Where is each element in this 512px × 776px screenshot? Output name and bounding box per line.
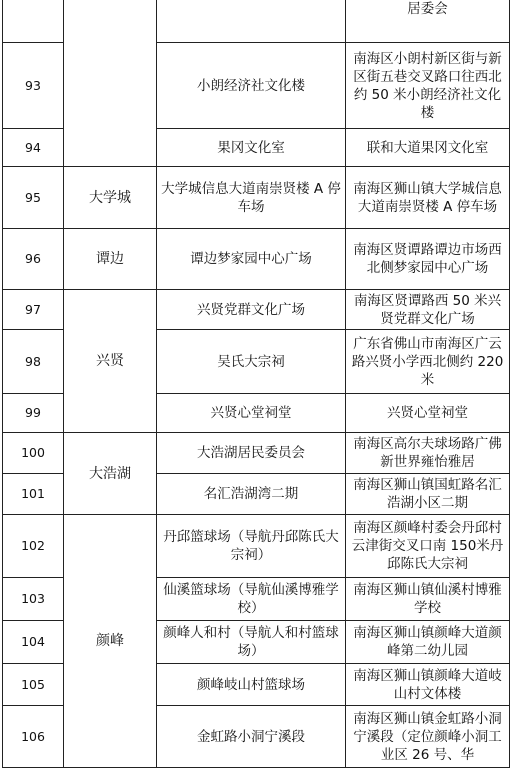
venue-address: 兴贤心堂祠堂 (346, 394, 510, 433)
row-number: 97 (3, 290, 64, 330)
table-row (3, 515, 510, 578)
row-number: 100 (3, 433, 64, 474)
area-cell: 颜峰 (64, 515, 157, 768)
venue-address: 南海区狮山镇大学城信息大道南崇贤楼 A 停车场 (346, 167, 510, 229)
area-cell: 大浩湖 (64, 433, 157, 515)
table-row (3, 229, 510, 290)
venue-name: 大浩湖居民委员会 (157, 433, 346, 474)
venue-name: 吴氏大宗祠 (157, 330, 346, 394)
row-number: 105 (3, 664, 64, 706)
venue-name: 颜峰人和村（导航人和村篮球场） (157, 621, 346, 664)
venue-name: 颜峰岐山村篮球场 (157, 664, 346, 706)
table-row (3, 0, 510, 43)
row-number: 94 (3, 129, 64, 167)
venue-name: 小朗经济社文化楼 (157, 43, 346, 129)
venue-address: 联和大道果冈文化室 (346, 129, 510, 167)
area-cell: 兴贤 (64, 290, 157, 433)
row-number: 99 (3, 394, 64, 433)
table-row (3, 290, 510, 330)
venue-name: 果冈文化室 (157, 129, 346, 167)
area-cell: 谭边 (64, 229, 157, 290)
venue-address: 南海区贤谭路西 50 米兴贤党群文化广场 (346, 290, 510, 330)
venue-address: 南海区狮山镇颜峰大道岐山村文体楼 (346, 664, 510, 706)
venue-name: 兴贤党群文化广场 (157, 290, 346, 330)
row-number: 95 (3, 167, 64, 229)
venue-name: 金虹路小洞宁溪段 (157, 706, 346, 768)
venue-name (157, 0, 346, 43)
venue-table (2, 0, 510, 768)
row-number: 103 (3, 578, 64, 621)
venue-address: 南海区颜峰村委会丹邱村云津街交叉口南 150米丹邱陈氏大宗祠 (346, 515, 510, 578)
row-number: 98 (3, 330, 64, 394)
venue-address: 南海区狮山镇仙溪村博雅学校 (346, 578, 510, 621)
table-row (3, 433, 510, 474)
row-number: 93 (3, 43, 64, 129)
area-cell (64, 0, 157, 167)
row-number: 102 (3, 515, 64, 578)
venue-address: 南海区狮山镇颜峰大道颜峰第二幼儿园 (346, 621, 510, 664)
row-number: 96 (3, 229, 64, 290)
venue-name: 名汇浩湖湾二期 (157, 474, 346, 515)
row-number: 104 (3, 621, 64, 664)
venue-name: 谭边梦家园中心广场 (157, 229, 346, 290)
venue-address: 南海区狮山镇国虹路名汇浩湖小区二期 (346, 474, 510, 515)
row-number (3, 0, 64, 43)
venue-name: 仙溪篮球场（导航仙溪博雅学校） (157, 578, 346, 621)
row-number: 106 (3, 706, 64, 768)
venue-address: 居委会 (346, 0, 510, 43)
venue-name: 兴贤心堂祠堂 (157, 394, 346, 433)
row-number: 101 (3, 474, 64, 515)
venue-address: 南海区贤谭路谭边市场西北侧梦家园中心广场 (346, 229, 510, 290)
venue-name: 大学城信息大道南崇贤楼 A 停车场 (157, 167, 346, 229)
area-cell: 大学城 (64, 167, 157, 229)
table-row (3, 167, 510, 229)
venue-address: 南海区狮山镇金虹路小洞宁溪段（定位颜峰小洞工业区 26 号、华 (346, 706, 510, 768)
venue-address: 南海区高尔夫球场路广佛新世界雍怡雅居 (346, 433, 510, 474)
venue-address: 广东省佛山市南海区广云路兴贤小学西北侧约 220 米 (346, 330, 510, 394)
venue-name: 丹邱篮球场（导航丹邱陈氏大宗祠） (157, 515, 346, 578)
venue-address: 南海区小朗村新区街与新区街五巷交叉路口往西北约 50 米小朗经济社文化楼 (346, 43, 510, 129)
